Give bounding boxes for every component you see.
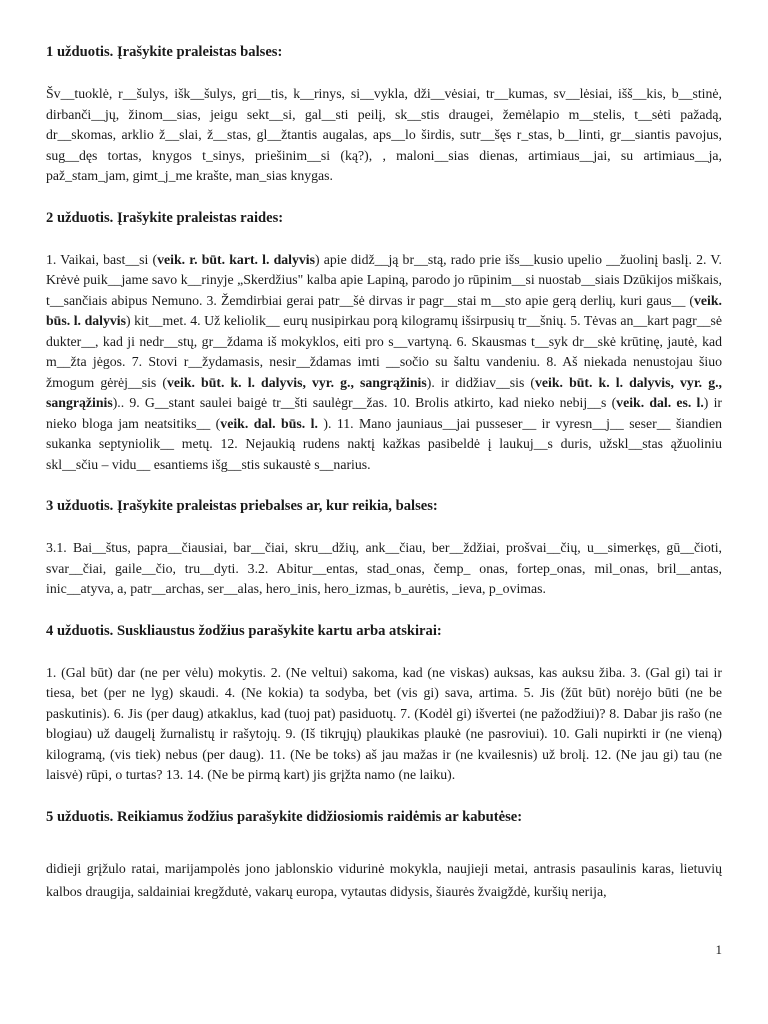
grammar-hint: veik. dal. būs. l. xyxy=(220,415,324,431)
task-2-body xyxy=(46,250,722,476)
body-text-run: ) ir nieko bloga jam neatsitiks__ ( xyxy=(46,395,723,431)
body-text-run: 1. Vaikai, bast__si ( xyxy=(46,251,158,267)
task-4-title: 4 užduotis. Suskliaustus žodžius parašykite kartu arba atskirai: xyxy=(46,622,442,639)
grammar-hint: veik. būt. k. l. dalyvis, vyr. g., sangrąžinis xyxy=(166,374,427,390)
document-page xyxy=(46,42,722,903)
body-text-run: ) kit__met. 4. Už keliolik__ eurų nusipirkau porą kilogramų išsirpusių tr__šnių. 5. Tėvas an__kart pagr__sė dukter__, kad ji nedr__stų, gr__ždama iš mokyklos, eiti pro s__vartyną. 6. Skausmas t__syk dr__skė krūtinę, jautė, kad m__žta jėgos. 7. Stovi r__žydamasis, nesir__ždamas imti __sočio su šaltu vandeniu. 8. Aš niekada nenustojau šiuo žmogum gėrėj__sis ( xyxy=(46,313,722,390)
task-5-title: 5 užduotis. Reikiamus žodžius parašykite didžiosiomis raidėmis ar kabutėse: xyxy=(46,808,523,825)
task-3-title: 3 užduotis. Įrašykite praleistas priebalses ar, kur reikia, balses: xyxy=(46,498,438,514)
task-1-title: 1 užduotis. Įrašykite praleistas balses: xyxy=(46,44,283,60)
body-text-run: ) apie didž__ją br__stą, rado prie išs__kusio upelio __žuolinį baslį. 2. V. Krėvė puik__jame savo k__rinyje „Skerdžius" kalba apie Lapiną, parodo jo rūpinim__si nuostab__siais Dzūkijos miškais, t__sančiais abipus Nemuno. 3. Žemdirbiai gerai patr__šė dirvas ir pagr__stai m__sto apie gerą derlių, kuri gaus__ ( xyxy=(46,251,722,308)
grammar-hint: veik. r. būt. kart. l. dalyvis xyxy=(157,251,315,267)
task-5-body: didieji grįžulo ratai, marijampolės jono jablonskio vidurinė mokykla, naujieji metai, antrasis pasaulinis karas, lietuvių kalbos draugija, saldainiai kregždutė, vakarų europa, vytautas didysis, šiaurės žvaigždė, kuršių nerija, xyxy=(46,860,722,899)
task-2-title: 2 užduotis. Įrašykite praleistas raides: xyxy=(46,209,284,226)
grammar-hint: veik. būt. k. l. dalyvis, vyr. g., sangrąžinis xyxy=(46,374,722,410)
task-1-body: Šv__tuoklė, r__šulys, išk__šulys, gri__tis, k__rinys, si__vykla, dži__vėsiai, tr__kumas, sv__lėsiai, išš__kis, b__stinė, dirbanči__jų, žinom__sias, jeigu sekt__si, gal__sti peilį, sk__stis draugei, žemėlapio m__stelis, t__sėti pažadą, dr__skomas, arklio ž__slai, ž__stas, gl__žtantis augalas, aps__lo širdis, sutr__šęs r_stas, b__linti, gr__siantis pavojus, sug__dęs tortas, knygos t_sinys, priešinim__si (ką?), , maloni__sias dienas, artimiaus__jai, su artimiaus__ja, paž_stam_jam, gimt_j_me krašte, man_sias knygas. xyxy=(46,86,722,183)
body-text-run: ). 11. Mano jauniaus__jai pusseser__ ir vyresn__j__ seser__ šiandien sukanka septyniolik__ metų. 12. Nejaukią rudens naktį kažkas pasibeldė į laukuj__s duris, užskl__stas ąžuoliniu skl__sčiu – vidu__ esantiems išg__stis sukaustė s__narius. xyxy=(46,415,722,472)
grammar-hint: veik. dal. es. l. xyxy=(616,395,704,410)
task-4-body: 1. (Gal būt) dar (ne per vėlu) mokytis. 2. (Ne veltui) sakoma, kad (ne viskas) auksas, kas auksu žiba. 3. (Gal gi) tai ir tiesa, bet (per ne lyg) skaudi. 4. (Ne kokia) ta sodyba, bet (vis gi) sava, artima. 5. Jis (žūt būt) norėjo būti (ne be paskutinis). 6. Jis (per daug) atkaklus, kad (tuoj pat) pasiduotų. 7. (Kodėl gi) išvertei (ne pažodžiui)? 8. Dabar jis rašo (ne blogiau) už daugelį žurnalistų ir rašytojų. 9. (Iš tikrųjų) plaukikas plaukė (ne pasroviui). 10. Gali nupirkti ir (ne vieną) kilogramą, (vis tiek) nebus (per daug). 11. (Ne be toks) aš jau mažas ir (ne kvailesnis) už brolį. 12. (Ne jau gi) tau (ne laisvė) rūpi, o turtas? 13. 14. (Ne be pirmą kart) jis grįžta namo (ne laiku). xyxy=(46,664,722,782)
body-text-run: ). ir didžiav__sis ( xyxy=(426,374,536,390)
grammar-hint: veik. būs. l. dalyvis xyxy=(46,292,722,328)
body-text-run: ).. 9. G__stant saulei baigė tr__šti saulėgr__žas. 10. Brolis atkirto, kad nieko nebij__s ( xyxy=(112,395,617,410)
page-number: 1 xyxy=(715,942,722,957)
task-3-body: 3.1. Bai__štus, papra__čiausiai, bar__čiai, skru__džių, ank__čiau, ber__ždžiai, prošvai__čių, u__simerkęs, gū__čioti, svar__čiai, gaile__čio, tru__dyti. 3.2. Abitur__entas, stad_onas, čemp_ onas, fortep_onas, mil_onas, bril__antas, inic__atyva, a, patr__archas, ser__alas, hero_inis, hero_izmas, b_aurėtis, _ieva, p_ovimas. xyxy=(46,540,722,596)
